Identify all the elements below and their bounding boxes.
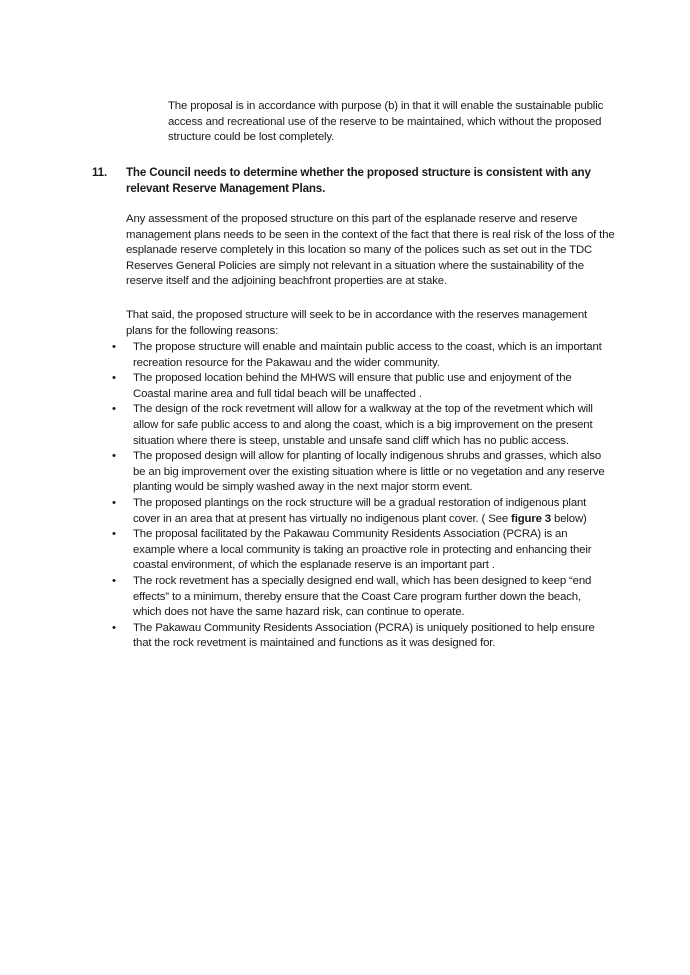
- list-item: [0, 402, 690, 449]
- bullet-text-part: below): [551, 512, 587, 525]
- figure-reference: figure 3: [511, 512, 551, 525]
- reasons-bullet-list: [0, 340, 690, 652]
- intro-paragraph: The proposal is in accordance with purpose (b) in that it will enable the sustainable public access and recreational use of the reserve to be maintained, which without the proposed structure could be lost completely.: [168, 100, 604, 144]
- bullet-marker: •: [112, 450, 116, 463]
- bullet-text: The Pakawau Community Residents Association (PCRA) is uniquely positioned to help ensure that the rock revetment is maintained and functions as it was designed for.: [133, 621, 595, 650]
- bullet-text: The proposed design will allow for planting of locally indigenous shrubs and grasses, which also be an big improvement over the existing situation where is little or no vegetation and any reserve planting would be simply washed away in the next major storm event.: [133, 450, 605, 494]
- bullet-text: The propose structure will enable and maintain public access to the coast, which is an important recreation resource for the Pakawau and the wider community.: [133, 341, 602, 369]
- reasons-intro-paragraph: That said, the proposed structure will seek to be in accordance with the reserves management plans for the following reasons:: [126, 309, 588, 337]
- list-item: [0, 621, 690, 652]
- list-item: [0, 371, 690, 402]
- bullet-text: The design of the rock revetment will allow for a walkway at the top of the revetment which will allow for safe public access to and along the coast, which is a big improvement on the present situation where there is steep, unstable and unsafe sand cliff which has no public access.: [133, 403, 593, 447]
- list-item: [0, 340, 690, 371]
- bullet-text: The rock revetment has a specially designed end wall, which has been designed to keep “end effects” to a minimum, thereby ensure that the Coast Care program further down the beach, which does not have the same hazard risk, can continue to operate.: [133, 574, 592, 619]
- bullet-marker: •: [112, 621, 116, 634]
- bullet-marker: •: [112, 403, 116, 416]
- bullet-text-part: The proposed plantings on the rock structure will be a gradual restoration of indigenous plant cover in an area that at present has virtually no indigenous plant cover. ( See: [133, 496, 587, 525]
- bullet-text: The proposed location behind the MHWS will ensure that public use and enjoyment of the Coastal marine area and full tidal beach will be unaffected .: [133, 372, 572, 400]
- bullet-text: [133, 496, 611, 527]
- bullet-marker: •: [112, 341, 116, 353]
- bullet-text: The proposal facilitated by the Pakawau Community Residents Association (PCRA) is an example where a local community is taking an proactive role in protecting and enhancing their coastal environment, of which the esplanade reserve is an important part .: [133, 528, 592, 572]
- bullet-marker: •: [112, 496, 116, 509]
- bullet-marker: •: [112, 528, 116, 541]
- section-number: 11.: [92, 166, 108, 179]
- section-heading: The Council needs to determine whether the proposed structure is consistent with any relevant Reserve Management Plans.: [126, 166, 591, 195]
- list-item: [0, 496, 690, 527]
- list-item: [0, 449, 690, 496]
- list-item: [0, 574, 690, 621]
- list-item: [0, 527, 690, 574]
- bullet-marker: •: [112, 574, 116, 587]
- bullet-marker: •: [112, 372, 116, 385]
- assessment-paragraph: Any assessment of the proposed structure on this part of the esplanade reserve and reserve management plans needs to be seen in the context of the fact that there is real risk of the loss of the esplanade reserve completely in this location so many of the polices such as set out in the TDC Reserves General Policies are simply not relevant in a situation where the sustainability of the reserve itself and the adjoining beachfront properties are at stake.: [126, 213, 615, 288]
